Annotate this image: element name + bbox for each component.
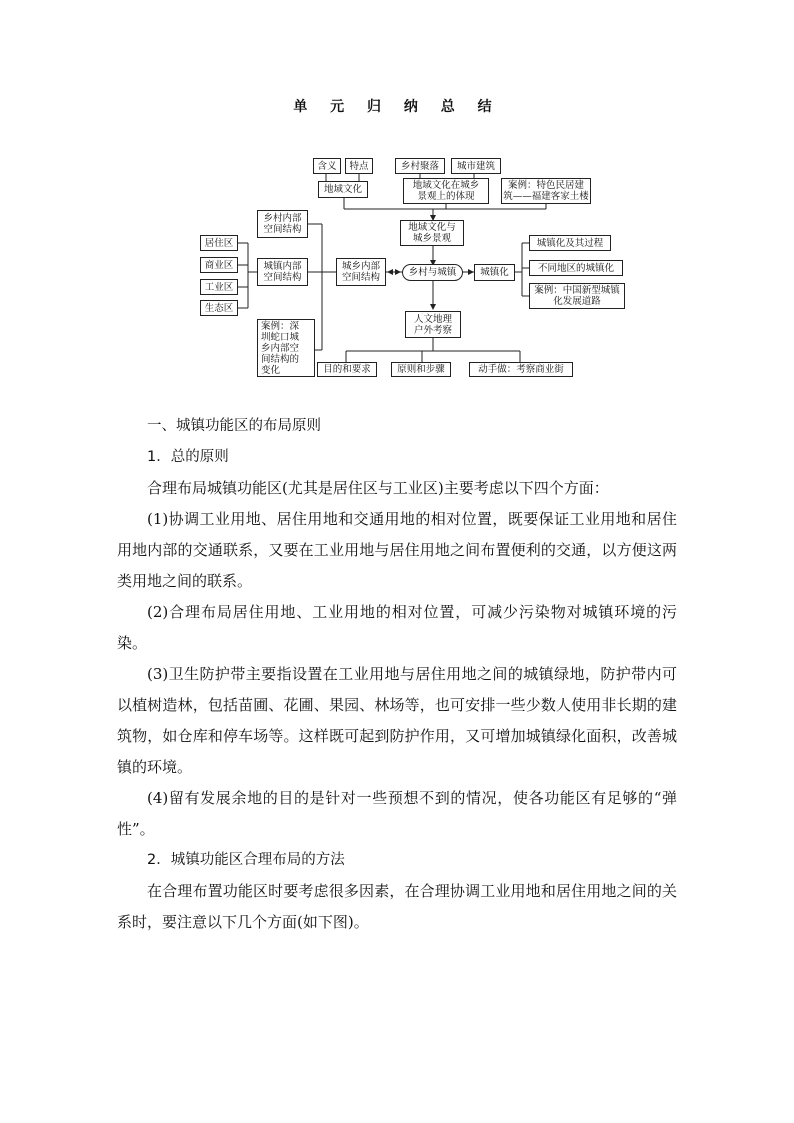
paragraph-intro: 合理布局城镇功能区(尤其是居住区与工业区)主要考虑以下四个方面： [147, 479, 609, 497]
node-chengshi-jianzhu: 城市建筑 [451, 158, 501, 174]
node-renwen: 人文地理 户外考察 [405, 311, 461, 338]
node-dongshou: 动手做：考察商业街 [469, 362, 573, 377]
paragraph-3: (3)卫生防护带主要指设置在工业用地与居住用地之间的城镇绿地，防护带内可以植树造林，包括苗圃、花圃、果园、林场等，也可安排一些少数人使用非长期的建筑物，如仓库和停车场等。这样既可起到防护作用，又可增加城镇绿化面积，改善城镇的环境。 [117, 665, 677, 776]
node-xiangcun-chengzhen: 乡村与城镇 [402, 264, 463, 281]
node-chengzhen-neibu: 城镇内部 空间结构 [257, 258, 308, 286]
node-tedian: 特点 [345, 158, 373, 174]
node-butong: 不同地区的城镇化 [529, 260, 623, 276]
subheading-methods: 2．城镇功能区合理布局的方法 [147, 852, 345, 868]
node-xiangcun-juluo: 乡村聚落 [395, 158, 445, 174]
node-diyu-wenhua: 地域文化 [318, 181, 368, 198]
page-title: 单 元 归 纳 总 结 [293, 99, 501, 115]
node-shengtai: 生态区 [200, 300, 238, 316]
paragraph-4: (4)留有发展余地的目的是针对一些预想不到的情况，使各功能区有足够的“弹性”。 [117, 789, 677, 838]
node-yuanze: 原则和步骤 [391, 362, 451, 377]
node-wenhua-jingguan: 地域文化与 城乡景观 [400, 220, 464, 246]
section-heading: 一、城镇功能区的布局原则 [147, 418, 321, 434]
node-mudi: 目的和要求 [317, 362, 377, 377]
concept-map-connectors [0, 0, 794, 400]
node-shangye: 商业区 [200, 257, 238, 273]
node-gongye: 工业区 [200, 279, 238, 295]
node-anli-zhongguo: 案例：中国新型城镇 化发展道路 [529, 283, 625, 309]
node-hanyi: 含义 [313, 158, 341, 174]
node-tixian: 地域文化在城乡 景观上的体现 [403, 178, 489, 204]
paragraph-5: 在合理布置功能区时要考虑很多因素，在合理协调工业用地和居住用地之间的关系时，要注意以下几个方面(如下图)。 [117, 882, 677, 931]
node-anli-shenzhen: 案例：深 圳蛇口城 乡内部空 间结构的 变化 [257, 319, 315, 377]
node-chengxiang-neibu: 城乡内部 空间结构 [336, 258, 386, 286]
node-juzhu: 居住区 [200, 235, 238, 251]
subheading-principles: 1．总的原则 [147, 449, 229, 465]
node-chengzhenhua: 城镇化 [474, 264, 515, 281]
paragraph-2: (2)合理布局居住用地、工业用地的相对位置，可减少污染物对城镇环境的污染。 [117, 603, 677, 652]
concept-map [0, 0, 794, 400]
node-anli-minju: 案例：特色民居建 筑——福建客家土楼 [501, 178, 591, 204]
paragraph-1: (1)协调工业用地、居住用地和交通用地的相对位置，既要保证工业用地和居住用地内部的交通联系，又要在工业用地与居住用地之间布置便利的交通，以方便这两类用地之间的联系。 [117, 510, 677, 590]
node-guocheng: 城镇化及其过程 [529, 235, 611, 251]
node-xiangcun-neibu: 乡村内部 空间结构 [257, 210, 308, 238]
